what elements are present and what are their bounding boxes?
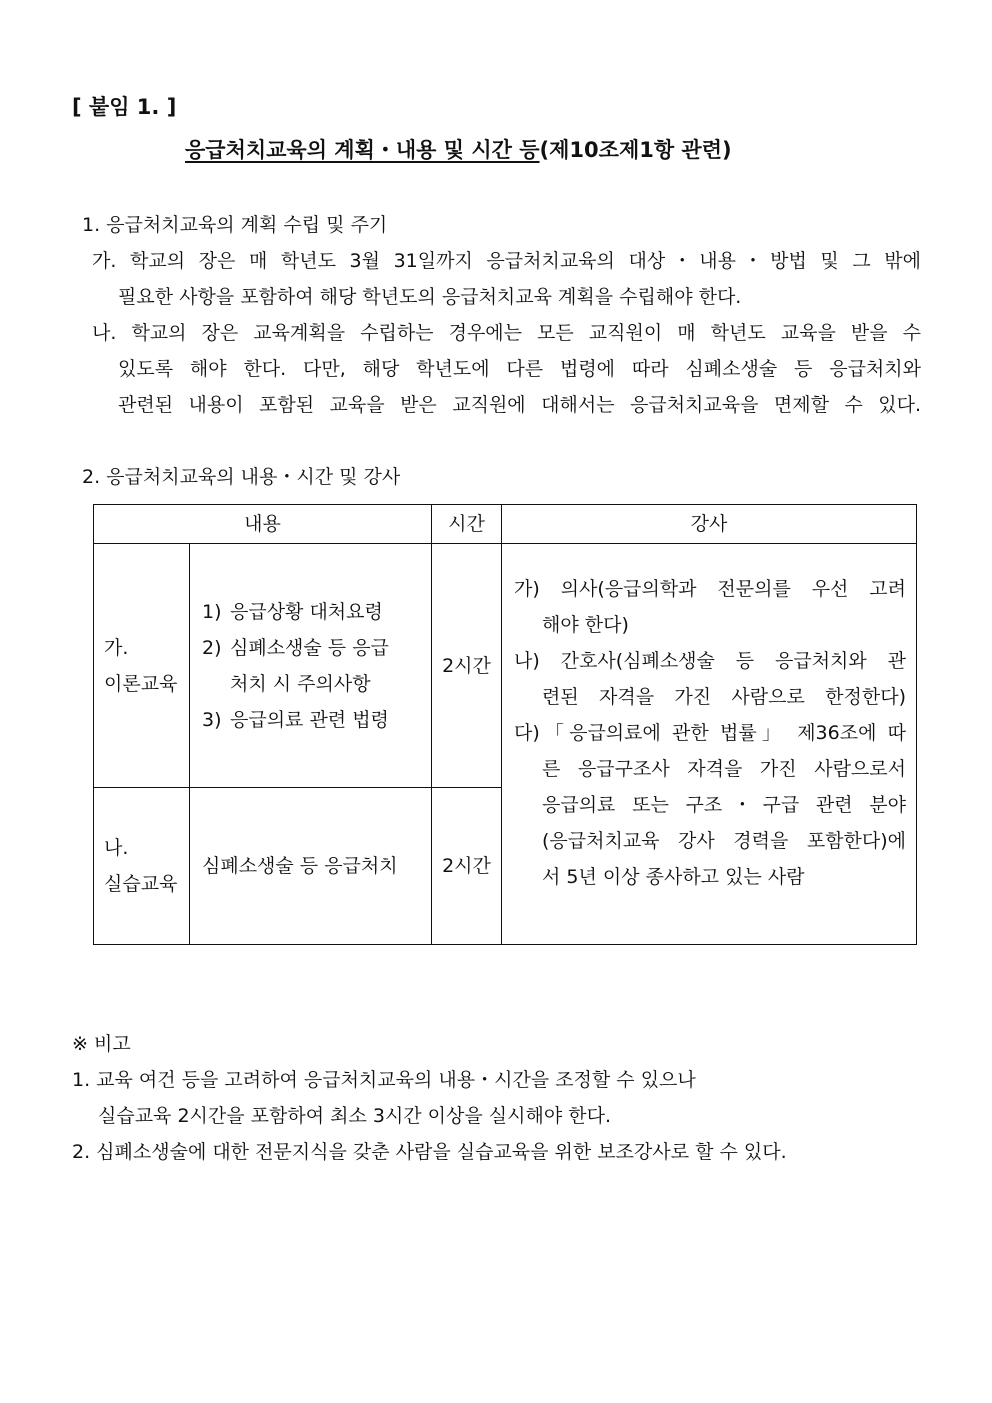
list-item [202,702,431,738]
category-practice [94,788,190,945]
category-practice-label: 실습교육 [104,873,178,895]
table-row-theory [94,544,917,788]
remarks-item2: 2. 심폐소생술에 대한 전문지식을 갖춘 사람을 실습교육을 위한 보조강사로 할 수 있다. [72,1141,787,1163]
section1-heading: 1. 응급처치교육의 계획 수립 및 주기 [82,214,388,236]
lecturer-c-line2: 른 응급구조사 자격을 가진 사람으로서 [542,758,906,780]
list-item [202,594,431,630]
remarks-heading: ※ 비고 [72,1033,131,1055]
theory-time: 2시간 [432,544,502,788]
section1-item-na-line2: 있도록 해야 한다. 다만, 해당 학년도에 다른 법령에 따라 심폐소생술 등 응급처치와 [118,358,921,380]
page-title [185,137,732,163]
attachment-label: [ 붙임 1. ] [72,95,177,119]
section1-item-ga-line2: 필요한 사항을 포함하여 해당 학년도의 응급처치교육 계획을 수립해야 한다. [118,286,742,308]
category-theory-mark: 가. [104,636,129,659]
page-title-tail: (제10조제1항 관련) [539,138,732,162]
section2-heading: 2. 응급처치교육의 내용・시간 및 강사 [82,466,401,488]
lecturer-c-line4: (응급처치교육 강사 경력을 포함한다)에 [542,830,906,852]
list-item-text: 응급상황 대처요령 [230,600,383,623]
list-item-num: 2) [202,636,222,659]
theory-topics [190,544,432,788]
lecturer-a-line1: 가) 의사(응급의학과 전문의를 우선 고려 [514,578,906,600]
header-lecturer: 강사 [502,505,917,544]
lecturer-c-line5: 서 5년 이상 종사하고 있는 사람 [542,866,805,888]
section1-item-na-line1: 나. 학교의 장은 교육계획을 수립하는 경우에는 모든 교직원이 매 학년도 교육을 받을 수 [92,322,921,344]
practice-topic: 심폐소생술 등 응급처치 [190,788,432,945]
table-header-row [94,505,917,544]
header-content: 내용 [94,505,432,544]
lecturer-a-line2: 해야 한다) [542,614,629,636]
category-practice-mark: 나. [104,837,129,859]
lecturer-qualifications [502,544,917,945]
lecturer-b-line1: 나) 간호사(심폐소생술 등 응급처치와 관 [514,650,906,672]
list-item-continuation: 처치 시 주의사항 [230,672,371,695]
category-theory-label: 이론교육 [104,672,178,695]
category-theory [94,544,190,788]
list-item-text: 응급의료 관련 법령 [230,708,389,731]
list-item [202,630,431,702]
remarks-item1-line1: 1. 교육 여건 등을 고려하여 응급처치교육의 내용・시간을 조정할 수 있으나 [72,1069,696,1091]
page-title-main: 응급처치교육의 계획・내용 및 시간 등 [185,138,540,162]
list-item-num: 3) [202,708,222,731]
practice-time: 2시간 [432,788,502,945]
lecturer-c-line3: 응급의료 또는 구조・구급 관련 분야 [542,794,906,816]
lecturer-c-line1: 다)「응급의료에 관한 법률」 제36조에 따 [514,722,906,744]
list-item-num: 1) [202,600,222,623]
remarks-item1-line2: 실습교육 2시간을 포함하여 최소 3시간 이상을 실시해야 한다. [98,1105,611,1127]
header-time: 시간 [432,505,502,544]
education-table [93,504,917,945]
section1-item-ga-line1: 가. 학교의 장은 매 학년도 3월 31일까지 응급처치교육의 대상・내용・방법 및 그 밖에 [92,250,921,272]
list-item-text: 심폐소생술 등 응급 [230,636,389,659]
section1-item-na-line3: 관련된 내용이 포함된 교육을 받은 교직원에 대해서는 응급처치교육을 면제할 수 있다. [118,394,921,416]
lecturer-b-line2: 련된 자격을 가진 사람으로 한정한다) [542,686,906,708]
